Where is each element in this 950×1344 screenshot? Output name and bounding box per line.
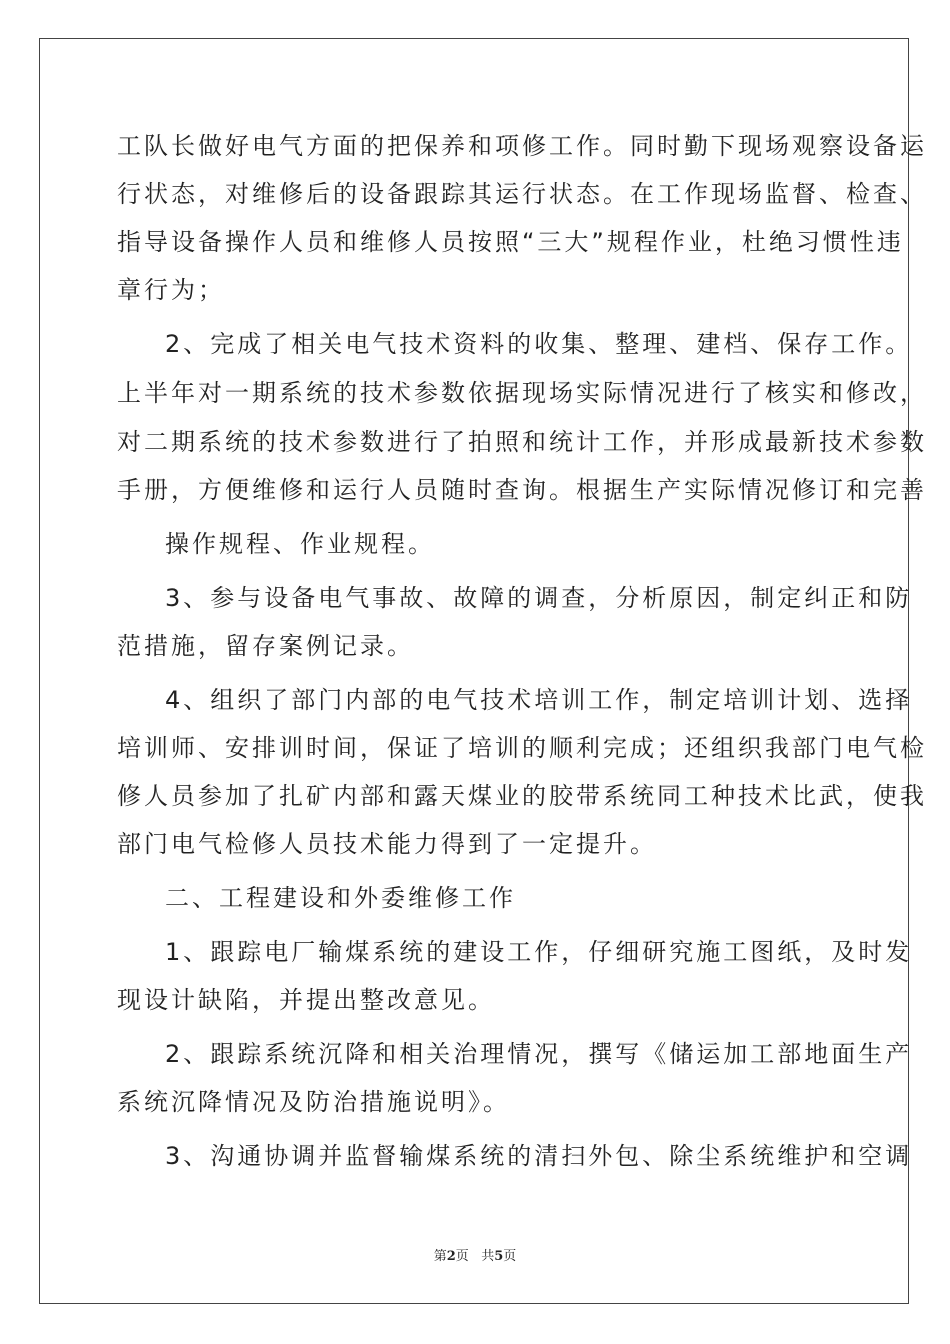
section-heading: 二、工程建设和外委维修工作 xyxy=(165,884,516,912)
text-line: 操作规程、作业规程。 xyxy=(165,530,435,558)
text-line: 修人员参加了扎矿内部和露天煤业的胶带系统同工种技术比武，使我 xyxy=(117,782,927,810)
total-pages: 5 xyxy=(494,1249,504,1264)
text-line: 行状态，对维修后的设备跟踪其运行状态。在工作现场监督、检查、 xyxy=(117,180,927,208)
text-line: 对二期系统的技术参数进行了拍照和统计工作，并形成最新技术参数 xyxy=(117,428,927,456)
text-line: 3、参与设备电气事故、故障的调查，分析原因，制定纠正和防 xyxy=(165,584,913,612)
page-footer xyxy=(0,1245,950,1264)
text-line: 上半年对一期系统的技术参数依据现场实际情况进行了核实和修改， xyxy=(117,379,927,407)
total-prefix: 共 xyxy=(481,1249,495,1264)
text-line: 章行为； xyxy=(117,276,225,304)
page-suffix: 页 xyxy=(455,1249,469,1264)
text-line: 系统沉降情况及防治措施说明》。 xyxy=(117,1088,510,1116)
text-line: 手册，方便维修和运行人员随时查询。根据生产实际情况修订和完善 xyxy=(117,476,927,504)
page-number: 2 xyxy=(446,1249,456,1264)
text-line: 指导设备操作人员和维修人员按照“三大”规程作业，杜绝习惯性违 xyxy=(117,228,904,256)
text-line: 工队长做好电气方面的把保养和项修工作。同时勤下现场观察设备运 xyxy=(117,132,927,160)
text-line: 培训师、安排训时间，保证了培训的顺利完成；还组织我部门电气检 xyxy=(117,734,927,762)
text-line: 4、组织了部门内部的电气技术培训工作，制定培训计划、选择 xyxy=(165,686,913,714)
text-line: 2、完成了相关电气技术资料的收集、整理、建档、保存工作。 xyxy=(165,330,913,358)
text-line: 现设计缺陷，并提出整改意见。 xyxy=(117,986,495,1014)
text-line: 部门电气检修人员技术能力得到了一定提升。 xyxy=(117,830,657,858)
text-line: 2、跟踪系统沉降和相关治理情况，撰写《储运加工部地面生产 xyxy=(165,1040,913,1068)
page-prefix: 第 xyxy=(433,1249,447,1264)
total-suffix: 页 xyxy=(503,1249,517,1264)
text-line: 3、沟通协调并监督输煤系统的清扫外包、除尘系统维护和空调 xyxy=(165,1142,913,1170)
text-line: 范措施，留存案例记录。 xyxy=(117,632,414,660)
text-line: 1、跟踪电厂输煤系统的建设工作，仔细研究施工图纸，及时发 xyxy=(165,938,913,966)
